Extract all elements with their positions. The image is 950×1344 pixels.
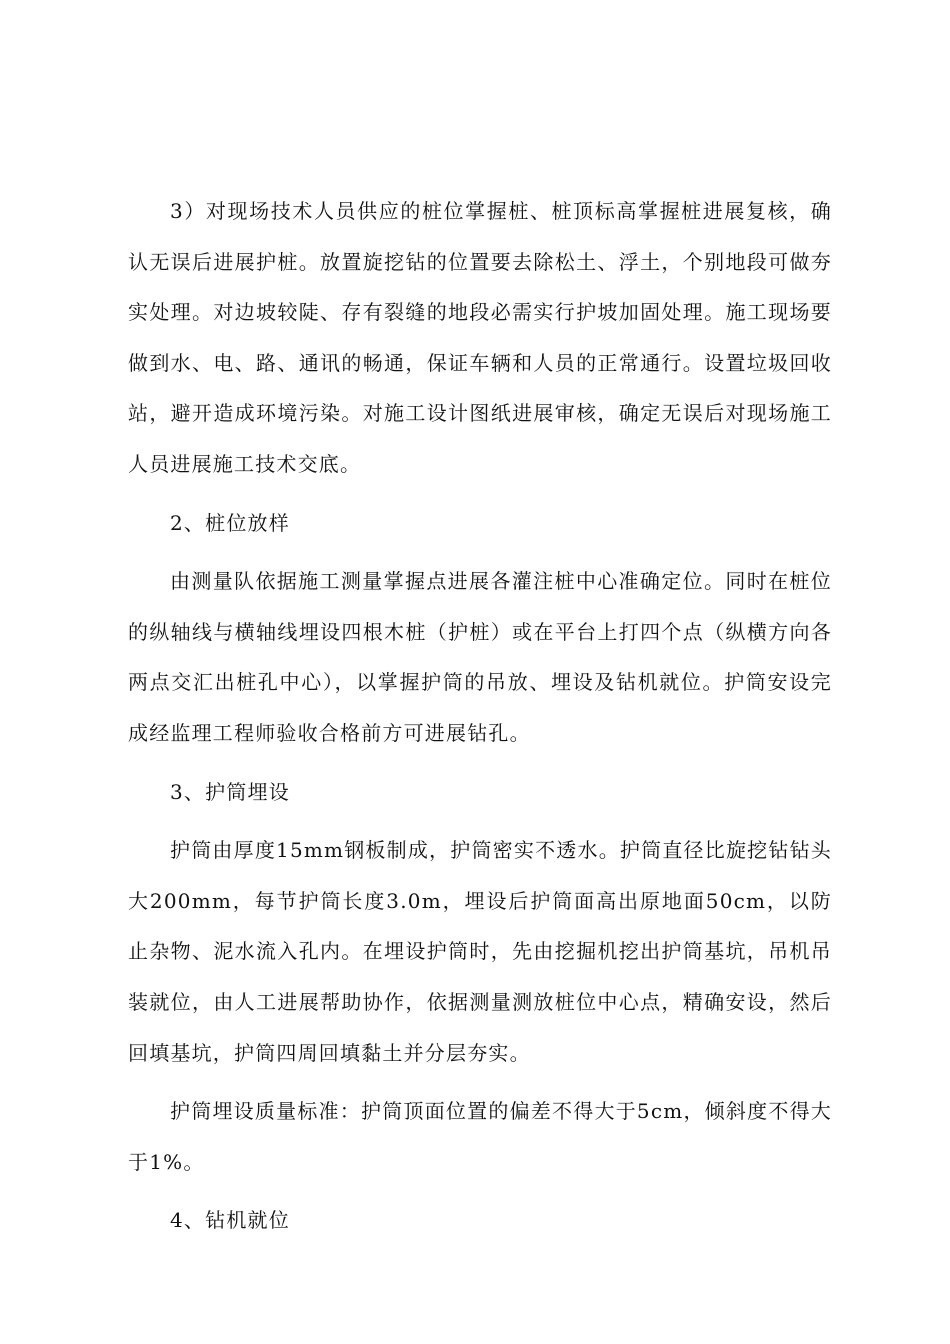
paragraph-spacer [128, 490, 832, 498]
paragraph-site-preparation: 3）对现场技术人员供应的桩位掌握桩、桩顶标高掌握桩进展复核，确认无误后进展护桩。放置旋挖钻的位置要去除松土、浮土，个别地段可做夯实处理。对边坡较陡、存有裂缝的地段必需实行护坡加固处理。施工现场要做到水、电、路、通讯的畅通，保证车辆和人员的正常通行。设置垃圾回收站，避开造成环境污染。对施工设计图纸进展审核，确定无误后对现场施工人员进展施工技术交底。 [128, 199, 832, 476]
paragraph-casing-quality-standard: 护筒埋设质量标准：护筒顶面位置的偏差不得大于5cm，倾斜度不得大于1%。 [128, 1099, 832, 1174]
paragraph-spacer [128, 817, 832, 825]
heading-casing-installation: 3、护筒埋设 [170, 779, 290, 804]
paragraph-spacer [128, 759, 832, 767]
paragraph-casing-installation: 护筒由厚度15mm钢板制成，护筒密实不透水。护筒直径比旋挖钻钻头大200mm，每节护筒长度3.0m，埋设后护筒面高出原地面50cm，以防止杂物、泥水流入孔内。在埋设护筒时，先由挖掘机挖出护筒基坑，吊机吊装就位，由人工进展帮助协作，依据测量测放桩位中心点，精确安设，然后回填基坑，护筒四周回填黏土并分层夯实。 [128, 838, 832, 1065]
heading-pile-layout: 2、桩位放样 [170, 510, 290, 535]
paragraph-spacer [128, 1187, 832, 1195]
heading-drill-positioning: 4、钻机就位 [170, 1208, 290, 1233]
paragraph-spacer [128, 548, 832, 556]
document-body [128, 186, 832, 1246]
paragraph-pile-layout: 由测量队依据施工测量掌握点进展各灌注桩中心准确定位。同时在桩位的纵轴线与横轴线埋设四根木桩（护桩）或在平台上打四个点（纵横方向各两点交汇出桩孔中心），以掌握护筒的吊放、埋设及钻机就位。护筒安设完成经监理工程师验收合格前方可进展钻孔。 [128, 569, 832, 745]
paragraph-spacer [128, 1078, 832, 1086]
